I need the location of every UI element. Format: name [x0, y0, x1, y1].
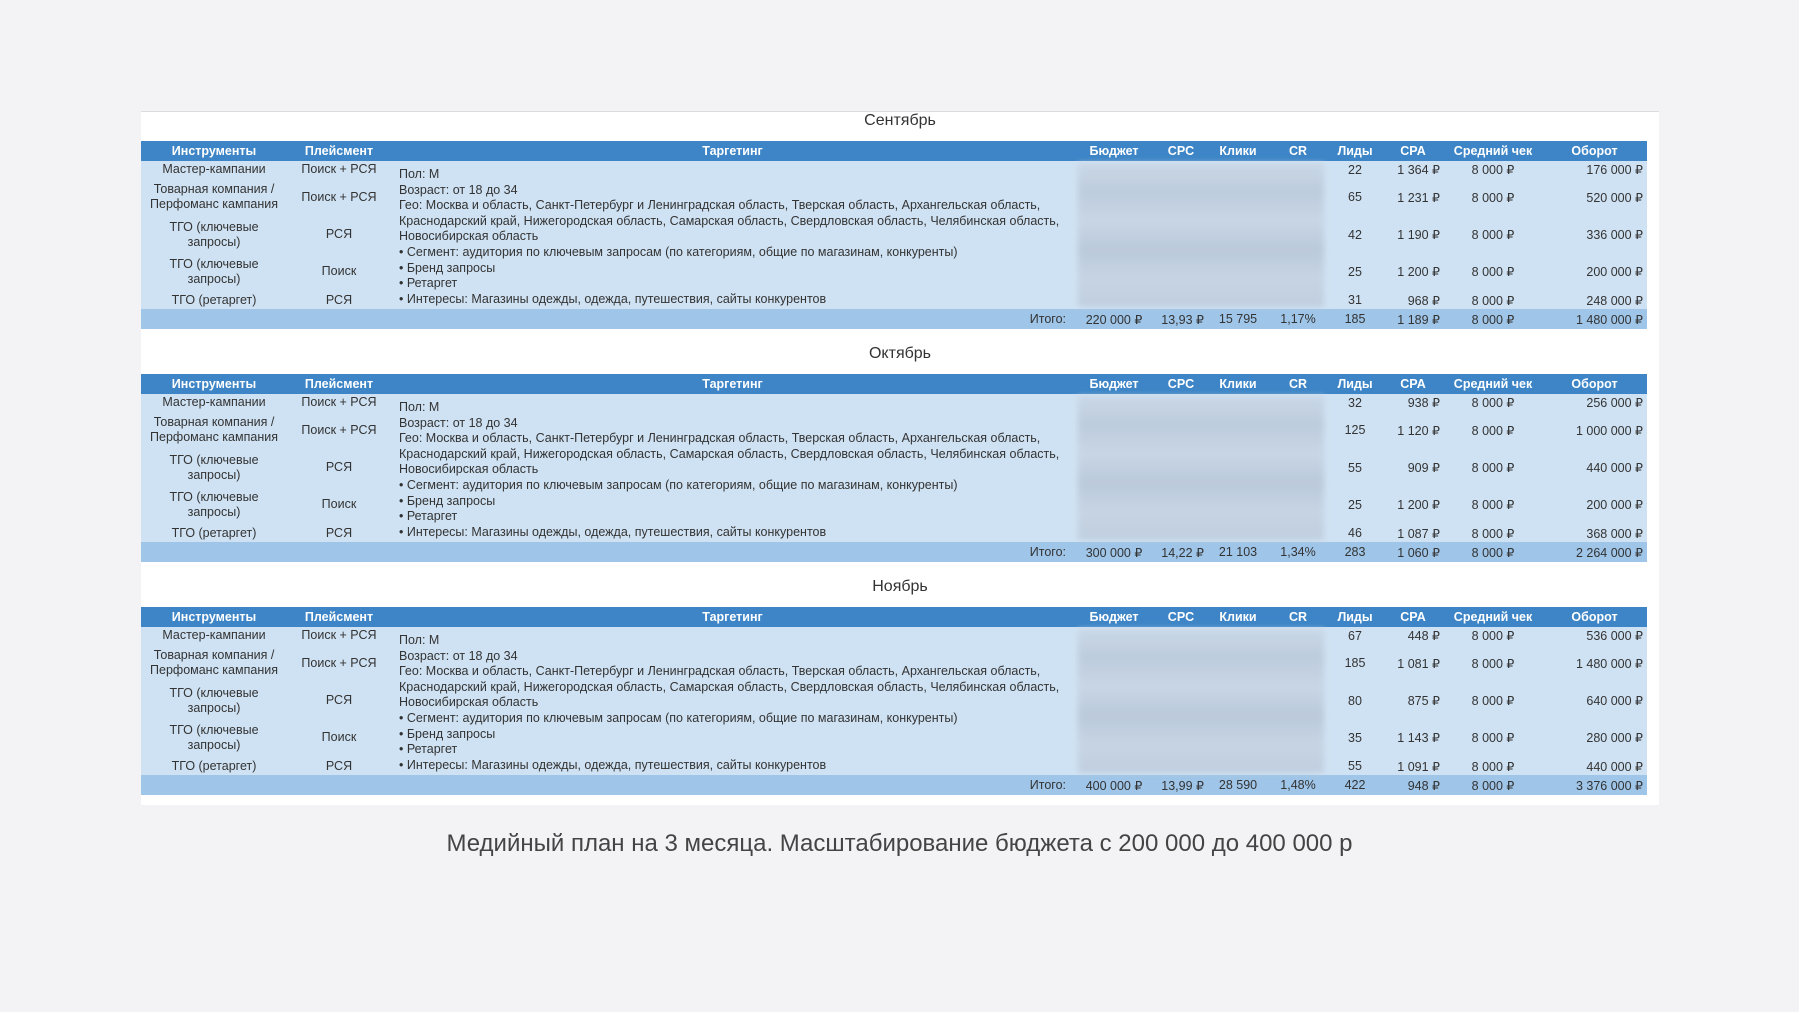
placement-cell: Поиск [287, 253, 391, 290]
column-header-cpa: CPA [1382, 141, 1444, 161]
total-turnover: 1 480 000 ₽ [1542, 309, 1647, 329]
leads-cell: 35 [1328, 719, 1382, 756]
avg-check-cell: 8 000 ₽ [1444, 486, 1542, 523]
turnover-cell: 440 000 ₽ [1542, 757, 1647, 776]
column-header-turnover: Оборот [1542, 607, 1647, 627]
targeting-line: • Интересы: Магазины одежды, одежда, путешествия, сайты конкурентов [399, 757, 827, 772]
placement-cell: РСЯ [287, 757, 391, 776]
total-budget: 400 000 ₽ [1074, 775, 1154, 795]
targeting-line: • Бренд запросы [399, 260, 496, 275]
leads-cell: 25 [1328, 253, 1382, 290]
targeting-line: Возраст: от 18 до 34 [399, 415, 518, 430]
column-header-leads: Лиды [1328, 374, 1382, 394]
targeting-line: Возраст: от 18 до 34 [399, 182, 518, 197]
leads-cell: 42 [1328, 216, 1382, 253]
avg-check-cell: 8 000 ₽ [1444, 449, 1542, 486]
blurred-metrics-area [1074, 627, 1328, 775]
total-cpa: 1 189 ₽ [1382, 309, 1444, 329]
column-header-cr: CR [1268, 141, 1328, 161]
targeting-line: • Сегмент: аудитория по ключевым запросам (по категориям, общие по магазинам, конкуренты) [399, 244, 958, 259]
avg-check-cell: 8 000 ₽ [1444, 682, 1542, 719]
targeting-line: • Ретаргет [399, 509, 458, 524]
month-title: Октябрь [868, 345, 931, 362]
turnover-cell: 1 000 000 ₽ [1542, 412, 1647, 449]
targeting-cell [391, 627, 1074, 775]
total-cr: 1,48% [1268, 775, 1328, 795]
leads-cell: 31 [1328, 291, 1382, 310]
column-header-cpc: CPC [1154, 141, 1208, 161]
avg-check-cell: 8 000 ₽ [1444, 394, 1542, 412]
total-cpc: 14,22 ₽ [1154, 542, 1208, 562]
turnover-cell: 520 000 ₽ [1542, 179, 1647, 216]
tool-cell: Мастер-кампании [141, 394, 287, 412]
total-avg-check: 8 000 ₽ [1444, 309, 1542, 329]
tool-cell: ТГО (ключевые запросы) [141, 682, 287, 719]
placement-cell: Поиск + РСЯ [287, 645, 391, 682]
cpa-cell: 1 200 ₽ [1382, 486, 1444, 523]
leads-cell: 65 [1328, 179, 1382, 216]
column-header-placement: Плейсмент [287, 141, 391, 161]
targeting-cell [391, 394, 1074, 542]
targeting-cell [391, 161, 1074, 309]
placement-cell: РСЯ [287, 216, 391, 253]
turnover-cell: 200 000 ₽ [1542, 253, 1647, 290]
avg-check-cell: 8 000 ₽ [1444, 524, 1542, 543]
total-avg-check: 8 000 ₽ [1444, 775, 1542, 795]
turnover-cell: 536 000 ₽ [1542, 627, 1647, 645]
avg-check-cell: 8 000 ₽ [1444, 757, 1542, 776]
avg-check-cell: 8 000 ₽ [1444, 627, 1542, 645]
total-cpa: 948 ₽ [1382, 775, 1444, 795]
tool-cell: Товарная компания / Перфоманс кампания [141, 645, 287, 682]
placement-cell: Поиск + РСЯ [287, 412, 391, 449]
total-clicks: 28 590 [1208, 775, 1268, 795]
leads-cell: 25 [1328, 486, 1382, 523]
targeting-line: • Сегмент: аудитория по ключевым запросам (по категориям, общие по магазинам, конкуренты) [399, 710, 958, 725]
targeting-line: • Сегмент: аудитория по ключевым запросам (по категориям, общие по магазинам, конкуренты) [399, 477, 958, 492]
column-header-cpa: CPA [1382, 374, 1444, 394]
tool-cell: ТГО (ключевые запросы) [141, 486, 287, 523]
turnover-cell: 368 000 ₽ [1542, 524, 1647, 543]
targeting-line: • Интересы: Магазины одежды, одежда, путешествия, сайты конкурентов [399, 291, 827, 306]
total-cr: 1,34% [1268, 542, 1328, 562]
table-row [141, 161, 1647, 179]
tool-cell: ТГО (ключевые запросы) [141, 719, 287, 756]
cpa-cell: 875 ₽ [1382, 682, 1444, 719]
leads-cell: 46 [1328, 524, 1382, 543]
total-budget: 220 000 ₽ [1074, 309, 1154, 329]
targeting-line: Гео: Москва и область, Санкт-Петербург и Ленинградская область, Тверская область, Архангельская область, Краснодарский край, Нижегородская область, Самарская область, Свердловская область, Челябинская область, Новосибирская область [399, 198, 1060, 244]
cpa-cell: 1 120 ₽ [1382, 412, 1444, 449]
total-row [141, 542, 1647, 562]
column-header-targeting: Таргетинг [391, 141, 1074, 161]
total-cpa: 1 060 ₽ [1382, 542, 1444, 562]
column-header-placement: Плейсмент [287, 607, 391, 627]
leads-cell: 185 [1328, 645, 1382, 682]
column-header-tools: Инструменты [141, 374, 287, 394]
total-leads: 422 [1328, 775, 1382, 795]
tool-cell: ТГО (ретаргет) [141, 524, 287, 543]
turnover-cell: 1 480 000 ₽ [1542, 645, 1647, 682]
media-plan-caption: Медийный план на 3 месяца. Масштабирование бюджета с 200 000 до 400 000 р [446, 830, 1353, 857]
table-header-row [141, 607, 1647, 627]
total-label: Итого: [141, 309, 1074, 329]
cpa-cell: 448 ₽ [1382, 627, 1444, 645]
column-header-budget: Бюджет [1074, 607, 1154, 627]
column-header-leads: Лиды [1328, 141, 1382, 161]
avg-check-cell: 8 000 ₽ [1444, 216, 1542, 253]
column-header-cr: CR [1268, 607, 1328, 627]
turnover-cell: 336 000 ₽ [1542, 216, 1647, 253]
placement-cell: Поиск [287, 486, 391, 523]
cpa-cell: 1 087 ₽ [1382, 524, 1444, 543]
column-header-tools: Инструменты [141, 607, 287, 627]
column-header-turnover: Оборот [1542, 141, 1647, 161]
blurred-metrics-area [1074, 394, 1328, 542]
cpa-cell: 1 231 ₽ [1382, 179, 1444, 216]
column-header-cpc: CPC [1154, 374, 1208, 394]
total-cpc: 13,93 ₽ [1154, 309, 1208, 329]
turnover-cell: 256 000 ₽ [1542, 394, 1647, 412]
leads-cell: 55 [1328, 449, 1382, 486]
column-header-cpc: CPC [1154, 607, 1208, 627]
targeting-line: • Интересы: Магазины одежды, одежда, путешествия, сайты конкурентов [399, 524, 827, 539]
cpa-cell: 1 364 ₽ [1382, 161, 1444, 179]
placement-cell: РСЯ [287, 524, 391, 543]
table-header-row [141, 374, 1647, 394]
avg-check-cell: 8 000 ₽ [1444, 291, 1542, 310]
cpa-cell: 909 ₽ [1382, 449, 1444, 486]
column-header-leads: Лиды [1328, 607, 1382, 627]
total-row [141, 309, 1647, 329]
leads-cell: 67 [1328, 627, 1382, 645]
tool-cell: ТГО (ключевые запросы) [141, 449, 287, 486]
cpa-cell: 1 143 ₽ [1382, 719, 1444, 756]
tool-cell: Товарная компания / Перфоманс кампания [141, 179, 287, 216]
avg-check-cell: 8 000 ₽ [1444, 719, 1542, 756]
tool-cell: ТГО (ретаргет) [141, 757, 287, 776]
total-label: Итого: [141, 775, 1074, 795]
column-header-turnover: Оборот [1542, 374, 1647, 394]
total-budget: 300 000 ₽ [1074, 542, 1154, 562]
placement-cell: Поиск + РСЯ [287, 394, 391, 412]
targeting-line: Возраст: от 18 до 34 [399, 648, 518, 663]
cpa-cell: 1 081 ₽ [1382, 645, 1444, 682]
blurred-metrics-overlay [1078, 629, 1324, 773]
media-plan-table [141, 374, 1647, 562]
column-header-cpa: CPA [1382, 607, 1444, 627]
leads-cell: 22 [1328, 161, 1382, 179]
targeting-line: • Бренд запросы [399, 493, 496, 508]
placement-cell: РСЯ [287, 291, 391, 310]
column-header-clicks: Клики [1208, 607, 1268, 627]
avg-check-cell: 8 000 ₽ [1444, 645, 1542, 682]
targeting-line: Пол: М [399, 400, 440, 414]
targeting-line: Пол: М [399, 167, 440, 181]
tool-cell: Товарная компания / Перфоманс кампания [141, 412, 287, 449]
column-header-placement: Плейсмент [287, 374, 391, 394]
tool-cell: ТГО (ключевые запросы) [141, 216, 287, 253]
targeting-line: Гео: Москва и область, Санкт-Петербург и Ленинградская область, Тверская область, Архангельская область, Краснодарский край, Нижегородская область, Самарская область, Свердловская область, Челябинская область, Новосибирская область [399, 431, 1060, 477]
avg-check-cell: 8 000 ₽ [1444, 179, 1542, 216]
leads-cell: 125 [1328, 412, 1382, 449]
placement-cell: Поиск [287, 719, 391, 756]
total-row [141, 775, 1647, 795]
cpa-cell: 968 ₽ [1382, 291, 1444, 310]
column-header-avg-check: Средний чек [1444, 374, 1542, 394]
column-header-budget: Бюджет [1074, 141, 1154, 161]
targeting-line: • Бренд запросы [399, 726, 496, 741]
placement-cell: Поиск + РСЯ [287, 627, 391, 645]
total-avg-check: 8 000 ₽ [1444, 542, 1542, 562]
total-clicks: 21 103 [1208, 542, 1268, 562]
placement-cell: Поиск + РСЯ [287, 179, 391, 216]
table-row [141, 627, 1647, 645]
table-header-row [141, 141, 1647, 161]
turnover-cell: 280 000 ₽ [1542, 719, 1647, 756]
column-header-clicks: Клики [1208, 374, 1268, 394]
blurred-metrics-area [1074, 161, 1328, 309]
column-header-avg-check: Средний чек [1444, 141, 1542, 161]
column-header-targeting: Таргетинг [391, 374, 1074, 394]
turnover-cell: 200 000 ₽ [1542, 486, 1647, 523]
tool-cell: ТГО (ключевые запросы) [141, 253, 287, 290]
total-cpc: 13,99 ₽ [1154, 775, 1208, 795]
tool-cell: Мастер-кампании [141, 161, 287, 179]
total-leads: 185 [1328, 309, 1382, 329]
media-plan-table [141, 607, 1647, 795]
table-row [141, 394, 1647, 412]
tool-cell: ТГО (ретаргет) [141, 291, 287, 310]
placement-cell: Поиск + РСЯ [287, 161, 391, 179]
targeting-line: • Ретаргет [399, 742, 458, 757]
total-turnover: 3 376 000 ₽ [1542, 775, 1647, 795]
total-leads: 283 [1328, 542, 1382, 562]
avg-check-cell: 8 000 ₽ [1444, 412, 1542, 449]
total-label: Итого: [141, 542, 1074, 562]
cpa-cell: 1 200 ₽ [1382, 253, 1444, 290]
targeting-line: Гео: Москва и область, Санкт-Петербург и Ленинградская область, Тверская область, Архангельская область, Краснодарский край, Нижегородская область, Самарская область, Свердловская область, Челябинская область, Новосибирская область [399, 664, 1060, 710]
total-turnover: 2 264 000 ₽ [1542, 542, 1647, 562]
column-header-avg-check: Средний чек [1444, 607, 1542, 627]
total-clicks: 15 795 [1208, 309, 1268, 329]
turnover-cell: 640 000 ₽ [1542, 682, 1647, 719]
tool-cell: Мастер-кампании [141, 627, 287, 645]
placement-cell: РСЯ [287, 682, 391, 719]
leads-cell: 55 [1328, 757, 1382, 776]
leads-cell: 32 [1328, 394, 1382, 412]
placement-cell: РСЯ [287, 449, 391, 486]
turnover-cell: 248 000 ₽ [1542, 291, 1647, 310]
column-header-budget: Бюджет [1074, 374, 1154, 394]
month-title: Сентябрь [864, 112, 936, 129]
avg-check-cell: 8 000 ₽ [1444, 161, 1542, 179]
column-header-clicks: Клики [1208, 141, 1268, 161]
turnover-cell: 176 000 ₽ [1542, 161, 1647, 179]
leads-cell: 80 [1328, 682, 1382, 719]
total-cr: 1,17% [1268, 309, 1328, 329]
targeting-line: • Ретаргет [399, 276, 458, 291]
turnover-cell: 440 000 ₽ [1542, 449, 1647, 486]
cpa-cell: 938 ₽ [1382, 394, 1444, 412]
avg-check-cell: 8 000 ₽ [1444, 253, 1542, 290]
column-header-tools: Инструменты [141, 141, 287, 161]
month-title: Ноябрь [872, 578, 928, 595]
media-plan-sheet [141, 111, 1659, 805]
cpa-cell: 1 190 ₽ [1382, 216, 1444, 253]
targeting-line: Пол: М [399, 633, 440, 647]
column-header-targeting: Таргетинг [391, 607, 1074, 627]
media-plan-table [141, 141, 1647, 329]
column-header-cr: CR [1268, 374, 1328, 394]
blurred-metrics-overlay [1078, 396, 1324, 540]
blurred-metrics-overlay [1078, 163, 1324, 307]
cpa-cell: 1 091 ₽ [1382, 757, 1444, 776]
